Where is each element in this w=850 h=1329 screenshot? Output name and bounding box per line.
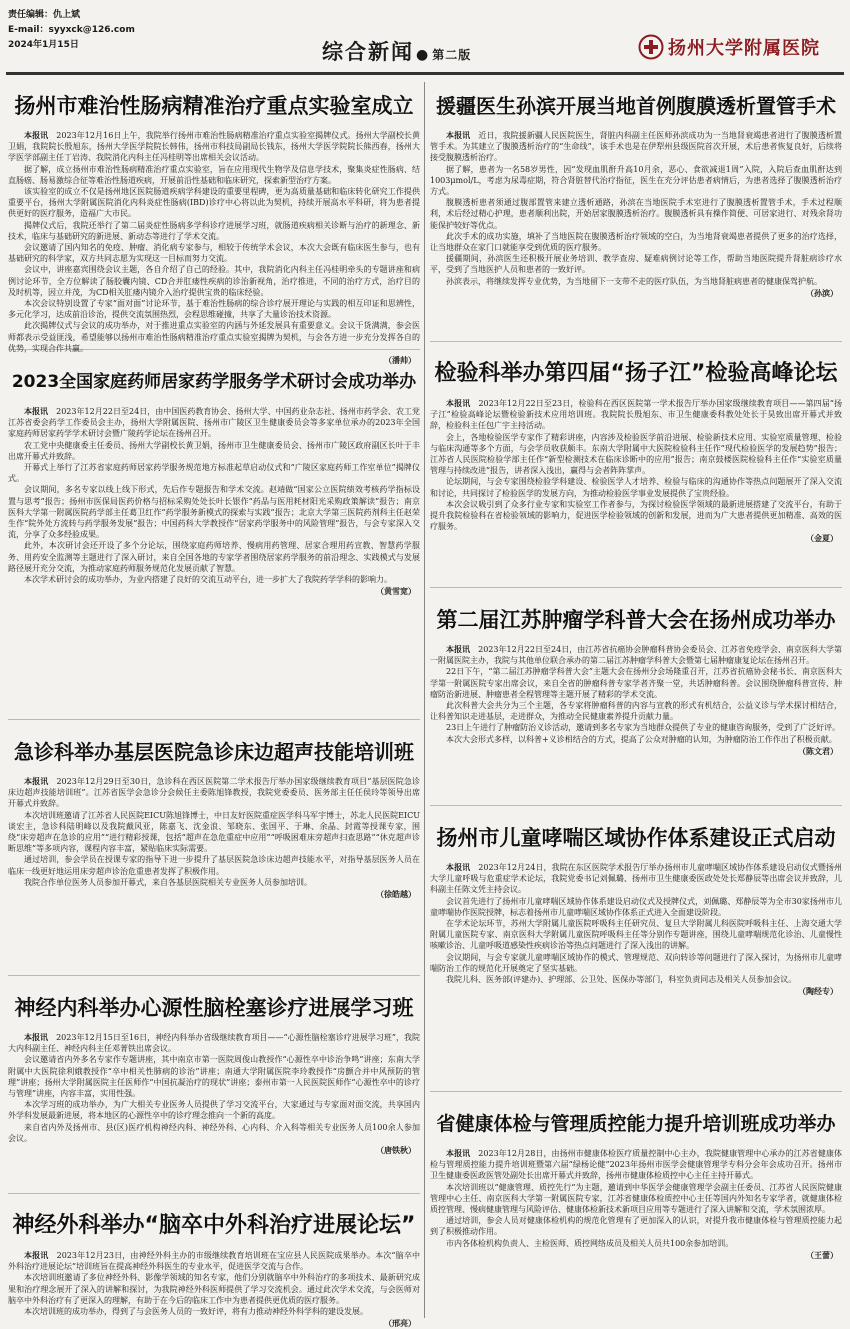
- article-signature: （黄雪宽）: [376, 586, 416, 597]
- article-1: [8, 80, 421, 366]
- article-title: 检验科举办第四届“扬子江”检验高峰论坛: [434, 361, 838, 386]
- article-signature: （徐皓越）: [376, 889, 416, 900]
- article-signature: （陈文君）: [798, 745, 838, 756]
- article-signature: （唐铁秋）: [376, 1145, 416, 1156]
- article-body: 本报讯 2023年12月16日上午，我院举行扬州市难治性肠病精准治疗重点实验室揭牌仪式。扬州大学副校长黄卫娟，我院院长殷旭东，扬州大学医学院院长韩伟，扬州市科技局副局长钱东，扬州大学医学院院长熊西春，扬州大学医学部副主任丁岩涛、我院消化内科主任冯桂明等出席相关会议活动。 据了解，成立扬州市难治性肠病精准治疗重点实验室，旨在应用现代生物学及信息学技术，聚集炎症性肠病、结直肠癌、肠易激综合征等难治性肠道疾病，开展前沿性基础和临床研究，探索新型治疗方案。 该实验室的成立不仅是扬州地区医院肠道疾病学科建设的重要里程碑，更为高质量基础和临床转化研究工作提供重要平台，扬州大学附属医院消化内科炎症性肠病(IBD)诊疗中心将以此为契机，持续开展高水平科研，将为患者提供更好的医疗服务，造福广大市民。 揭牌仪式后，我院还举行了第二届炎症性肠病多学科诊疗进展学习班，就肠道疾病相关诊断与治疗的新理念、新技术，临床与基础研究的新进展、新动态等进行了学术交流。 会议邀请了国内知名的免疫、肿瘤、消化病专家参与，相较于传统学术会议，本次大会既有临床医生参与，也有基础研究的科学家，双方共同志愿为实现这一目标而努力交流。 会议中，讲座嘉宾围绕会议主题，各自介绍了自己的经验。其中，我院消化内科主任冯桂明牵头的专题讲座和病例讨论环节，全方位解读了肠胶囊内镜、CD合并肛瘘性疾病的诊治新视角，治疗推进，不同的治疗方式，治疗目的及时机等，因立并茂，为CD相关肛瘘内镜介入治疗提供宝贵的临床经验。 本次会议特别设置了专家“面对面”讨论环节，基于难治性肠病的综合诊疗展开理论与实践的相互印证和思辨性，多元化学习，达成前沿诊治，提供交流氛围热烈，会程思维碰撞，共享了大量诊治技术资源。 此次揭牌仪式与会议的成功举办，对于推进重点实验室的内涵与外延发展具有重要意义。会议干货满满，参会医师都表示受益匪浅，希望能够以扬州市难治性肠病精准治疗重点实验室揭牌为契机，与会各方进一步充分发挥各自的优势，实现合作共赢。 （潘帅）: [8, 131, 421, 366]
- article-title: 急诊科举办基层医院急诊床边超声技能培训班: [14, 740, 414, 764]
- article-title: 扬州市儿童哮喘区域协作体系建设正式启动: [436, 826, 836, 850]
- article-tag: 本报讯: [446, 645, 471, 654]
- article-body: 本报讯 2023年12月22日至23日，检验科在西区医院第一学术报告厅举办国家级继续教育项目——第四届“扬子江”检验高峰论坛暨检验新技术应用培训班。我院院长殷旭东、市卫生健康委科教处处长于昊致出席开幕式并致辞，检验科主任包广宇主持活动。 会上，各地检验医学专家作了精彩讲座，内容涉及检验医学前沿进展、检验新技术应用、实验室质量管理、检验与临床沟通等多个方面，与会学员收获颇丰。东南大学附属中大医院检验科主任作“现代检验医学的发展趋势”报告；江苏省人民医院检验学部主任作“新型检测技术在临床诊断中的应用”报告；南京鼓楼医院检验科主任作“实验室质量管理与持续改进”报告，讲者深入浅出，赢得与会者阵阵掌声。 论坛期间，与会专家围绕检验学科建设、检验医学人才培养、检验与临床的沟通协作等热点问题展开了深入交流和讨论，共同探讨了检验医学的发展方向，为推动检验医学事业发展提供了宝贵经验。 本次会议吸引到了众多行业专家和实验室工作者参与，为探讨检验医学领域的最新进展搭建了交流平台，有助于提升我院检验科在省检验领域的影响力，促进医学检验领域的创新和发展，进而为广大患者提供更加精准、高效的医疗服务。 （金夏）: [430, 399, 843, 544]
- article-tag: 本报讯: [446, 1149, 471, 1158]
- article-tag: 本报讯: [24, 407, 49, 416]
- article-4: [8, 982, 420, 1194]
- article-2: [8, 356, 420, 720]
- article-7: [430, 348, 842, 588]
- brand-name: 扬州大学附属医院: [668, 38, 820, 59]
- article-title: 神经内科举办心源性脑栓塞诊疗进展学习班: [14, 996, 414, 1020]
- masthead-rule: [6, 72, 844, 75]
- article-body: 本报讯 2023年12月28日，由扬州市健康体检医疗质量控制中心主办，我院健康管理中心承办的江苏省健康体检与管理质控能力提升培训班暨第六届“绿杨论健”2023年扬州市医学会健康管理学专科分会年会成功召开。扬州市卫生健康委医政医管处副处长出席开幕式并致辞，扬州市健康体检质控中心主任主持开幕式。 本次培训班以“健康管理、质控先行”为主题，邀请到中华医学会健康管理学会副主任委员、江苏省人民医院健康管理中心主任、南京医科大学第一附属医院专家，江苏省健康体检质控中心主任等国内外知名专家学者，就健康体检质控管理、慢病健康管理与风险评估、健康体检新技术新项目应用等专题进行了深入讲解和交流，学术氛围浓厚。 通过培训，参会人员对健康体检机构的规范化管理有了更加深入的认识，对提升我市健康体检与管理质控能力起到了积极推动作用。 市内各体检机构负责人、主检医师、质控网络成员及相关人员共100余参加培训。 （王蕾）: [430, 1149, 843, 1260]
- article-9: [430, 812, 842, 1092]
- article-tag: 本报讯: [446, 863, 471, 872]
- article-title: 神经外科举办“脑卒中外科治疗进展论坛”: [12, 1213, 416, 1238]
- article-10: [430, 1098, 842, 1318]
- article-tag: 本报讯: [446, 131, 471, 140]
- column-divider: [424, 82, 425, 1318]
- article-body: 本报讯 2023年12月29日至30日，急诊科在西区医院第二学术报告厅举办国家级继续教育项目“基层医院急诊床边超声技能培训班”。江苏省医学会急诊分会候任主委陈旭锋教授，我院党委委员、医务部主任任侯玲等领导出席开幕式并致辞。 本次培训班邀请了江苏省人民医院EICU陈旭锋博士，中日友好医院重症医学科马军宇博士，苏北人民医院EICU谈宏主，急诊科陆明峰以及我院戴风亚，陈嘉飞、沈金浪、邹晓东、张国平、于琳、余晶、封霞等授课专家，围绕“床旁超声在急诊的应用”“进行精彩授课，包括“超声在急危重症中应用”“呼吸困难床旁超声扫查思路”“休克超声诊断思维”等多项内容，课程内容丰富，紧贴临床实际需要。 通过培训，参会学员在授课专家的指导下进一步提升了基层医院急诊床边超声技能水平，对指导基层医务人员在临床一线更好地运用床旁超声诊治危重患者发挥了积极作用。 我院合作单位医务人员参加开幕式，来自各基层医院相关专业医务人员参加培训。 （徐皓越）: [8, 777, 421, 900]
- article-tag: 本报讯: [24, 1251, 49, 1260]
- article-title: 扬州市难治性肠病精准治疗重点实验室成立: [14, 94, 414, 118]
- article-signature: （潘帅）: [384, 355, 416, 366]
- email-line: E-mail：syyxck@126.com: [8, 25, 135, 35]
- article-title: 第二届江苏肿瘤学科普大会在扬州成功举办: [436, 608, 836, 632]
- editor-line: 责任编辑：仇上斌: [8, 10, 81, 20]
- article-5: [8, 1200, 420, 1329]
- article-tag: 本报讯: [446, 399, 471, 408]
- article-8: [430, 594, 842, 806]
- section-title: 综合新闻: [322, 40, 414, 64]
- masthead: [0, 0, 850, 78]
- article-signature: （邢亮）: [384, 1318, 416, 1329]
- hospital-brand: [638, 30, 834, 64]
- section-heading: 综合新闻 ● 第二版: [322, 40, 472, 64]
- article-tag: 本报讯: [24, 1033, 49, 1042]
- section-sub: 第二版: [432, 48, 472, 62]
- date-line: 2024年1月15日: [8, 40, 79, 50]
- article-body: 本报讯 2023年12月22日至24日，由中国医药教育协会、扬州大学、中国药业杂志社、扬州市药学会、农工党江苏省委会药学工作委员会主办，扬州大学附属医院、扬州市广陵区卫生健康委员会等多家单位承办的2023年全国家庭药师居家药学学术研讨会暨广陵药学论坛在扬州召开。 农工党中央健康委主任委员、扬州大学副校长黄卫娟，扬州市卫生健康委员会、扬州市广陵区政府副区长叶于丰出席开幕式并致辞。 开幕式上举行了江苏省家庭药师居家药学服务规范地方标准起草启动仪式和“广陵区家庭药师工作室单位”揭牌仪式。 会议期间，多名专家以线上线下形式，先后作专题报告和学术交流。赵靖做“国家公立医院绩效考核药学指标设置与思考”报告；扬州市医保局医药价格与招标采购处处长叶长银作“药品与医用耗材阳光采购政策解读”报告；南京医科大学第一附属医院药学部主任葛卫红作“药学服务新模式的探索与实践”报告；北京大学第三医院药剂科主任赵荣生作“院外处方流转与药学服务发展”报告；中国药科大学教授作“居家药学服务中的风险管理”报告，与会专家深入交流，分享了众多经验成果。 此外，本次研讨会还开设了多个分论坛，围绕家庭药师培养、慢病用药管理、居家合理用药宣教、智慧药学服务、用药安全监测等主题进行了深入研讨，来自全国各地的专家学者围绕居家药学服务的前沿理念、实践模式与发展路径展开充分交流，为推动家庭药师服务规范化发展贡献了智慧。 本次学术研讨会的成功举办，为业内搭建了良好的交流互动平台，进一步扩大了我院药学学科的影响力。 （黄雪宽）: [8, 407, 421, 597]
- article-body: 本报讯 2023年12月23日，由神经外科主办的市级继续教育培训班在宝应县人民医院成果举办。本次“脑卒中外科治疗进展论坛”培训班旨在提高神经外科医生的专业水平，促进医学交流与合作。 本次培训班邀请了多位神经外科、影像学领域的知名专家，他们分别就脑卒中外科治疗的多项技术、最新研究成果和治疗理念展开了深入的讲解和探讨，为我院神经外科医师提供了学习交流机会。通过此次学术交流，与会医师对脑卒中外科治疗有了更深入的理解，有助于在今后的临床工作中为患者提供更优质的医疗服务。 本次培训班的成功举办，得到了与会医务人员的一致好评，将有力推动神经外科学科的建设发展。 （邢亮）: [8, 1251, 420, 1329]
- article-title: 省健康体检与管理质控能力提升培训班成功举办: [436, 1113, 836, 1135]
- article-signature: （陶经专）: [798, 986, 838, 997]
- article-body: 本报讯 2023年12月24日，我院在东区医院学术报告厅举办扬州市儿童哮喘区域协作体系建设启动仪式暨扬州大学儿童呼吸与危重症学术论坛，我院党委书记刘佩璐、扬州市卫生健康委医政处处长郑静辰等出席会议并致辞，儿科副主任陈文凭主持会议。 会议首先进行了扬州市儿童哮喘区域协作体系建设启动仪式及授牌仪式，刘佩璐、郑静辰等为全市30家扬州市儿童哮喘协作医院授牌，标志着扬州市儿童哮喘区域协作体系正式进入全面建设阶段。 在学术论坛环节，苏州大学附属儿童医院呼吸科主任研究员、复旦大学附属儿科医院呼吸科主任、上海交通大学附属儿童医院专家、南京医科大学附属儿童医院呼吸科主任等分别作专题讲座，围绕儿童哮喘规范化诊治、儿童慢性咳嗽诊治、儿童呼吸道感染性疾病诊治等热点问题进行了深入浅出的讲解。 会议期间，与会专家就儿童哮喘区域协作的模式、管理规范、双向转诊等问题进行了深入探讨，为扬州市儿童哮喘防治工作的规范化开展奠定了坚实基础。 我院儿科、医务部(评建办)、护理部、公卫处、医保办等部门，科室负责同志及相关人员参加会议。 （陶经专）: [430, 863, 843, 997]
- article-title: 2023全国家庭药师居家药学服务学术研讨会成功举办: [11, 372, 417, 392]
- article-tag: 本报讯: [24, 131, 49, 140]
- article-body: 本报讯 2023年12月22日至24日，由江苏省抗癌协会肿瘤科普协会委员会、江苏省免疫学会、南京医科大学第一附属医院主办，我院与其他单位联合承办的第二届江苏肿瘤学科普大会暨第七届肿瘤康复论坛在扬州召开。 22日下午，“第二届江苏肿瘤学科普大会”主题大会在扬州分会场隆重召开，江苏省抗癌协会秘书长、南京医科大学第一附属医院专家出席会议，来自全省的肿瘤科普专家学者齐聚一堂，共话肿瘤科普。会议围绕肿瘤科普宣传、肿瘤防治新进展、肿瘤患者全程管理等主题开展了精彩的学术交流。 此次科普大会共分为三个主题，各专家将肿瘤科普的内容与宣教的形式有机结合，公益义诊与学术探讨相结合，让科普知识走进基层，走进群众，为推动全民健康素养提升贡献力量。 23日上午进行了肿瘤防治义诊活动，邀请到多名专家为当地群众提供了专业的健康咨询服务，受到了广泛好评。 本次大会形式多样，以科普+义诊相结合的方式，提高了公众对肿瘤的认知，为肿瘤防治工作作出了积极贡献。 （陈文君）: [430, 645, 843, 756]
- article-tag: 本报讯: [24, 777, 49, 786]
- article-6: [430, 80, 842, 342]
- article-signature: （孙滨）: [806, 287, 838, 298]
- hospital-logo-icon: [638, 34, 664, 60]
- article-signature: （金夏）: [806, 533, 838, 544]
- masthead-info: [8, 8, 135, 53]
- article-3: [8, 726, 420, 976]
- article-title: 援疆医生孙滨开展当地首例腹膜透析置管手术: [436, 94, 836, 118]
- article-body: 本报讯 2023年12月15日至16日，神经内科举办省级继续教育项目——“心源性脑栓塞诊疗进展学习班”，我院大内科副主任、神经内科主任邓菁铁出席会议。 会议邀请省内外多名专家作专题讲座，其中南京市第一医院周俊山教授作“心源性卒中诊治争鸣”讲座；东南大学附属中大医院徐利娥教授作“卒中相关性肺病的诊治”讲座；南通大学附属医院李玲教授作“房颤合并中风预防的管理”讲座；扬州大学附属医院主任医师作“中国抗凝治疗的现状”讲座；泰州市第一人民医院医师作“心源性卒中的诊疗与管理”讲座，内容丰富，实用性强。 本次学习班的成功举办，为广大相关专业医务人员提供了学习交流平台，大家通过与专家面对面交流，共享国内外学科发展最新进展，将本地区的心源性卒中的诊疗理念推向一个新的高度。 来自省内外及扬州市、县(区)医疗机构神经内科、神经外科、心内科、介入科等相关专业医务人员100余人参加会议。 （唐铁秋）: [8, 1033, 421, 1156]
- article-signature: （王蕾）: [806, 1249, 838, 1260]
- article-body: 本报讯 近日，我院援新疆人民医院医生，肾脏内科副主任医师孙滨成功为一当地肾衰竭患者进行了腹膜透析置管手术。为其建立了腹膜透析治疗的“生命线”，该手术也是在伊犁州县级医院首次开展，术后患者恢复良好，后续将接受腹膜透析治疗。 据了解，患者为一名58岁男性，因“发现血肌酐升高10月余，恶心、食欲减退1周”入院，入院后查血肌酐达到1003μmol/L，考虑为尿毒症期，符合肾脏替代治疗指征，医生在充分评估患者病情后，为患者选择了腹膜透析治疗方式。 腹膜透析患者须通过腹部置管来建立透析通路，孙滨在当地医院手术室进行了腹膜透析置管手术，手术过程顺利，术后经过精心护理，患者顺利出院，开始居家腹膜透析治疗。腹膜透析具有操作简便、可居家进行、对残余肾功能保护较好等优点。 此次手术的成功实施，填补了当地医院在腹膜透析治疗领域的空白，为当地肾衰竭患者提供了更多的治疗选择，让当地群众在家门口就能享受到优质的医疗服务。 援疆期间，孙滨医生还积极开展业务培训、教学查房、疑难病例讨论等工作，帮助当地医院提升肾脏病诊疗水平，受到了当地医护人员和患者的一致好评。 孙滨表示，将继续发挥专业优势，为当地留下一支带不走的医疗队伍，为当地肾脏病患者的健康保驾护航。 （孙滨）: [430, 131, 843, 298]
